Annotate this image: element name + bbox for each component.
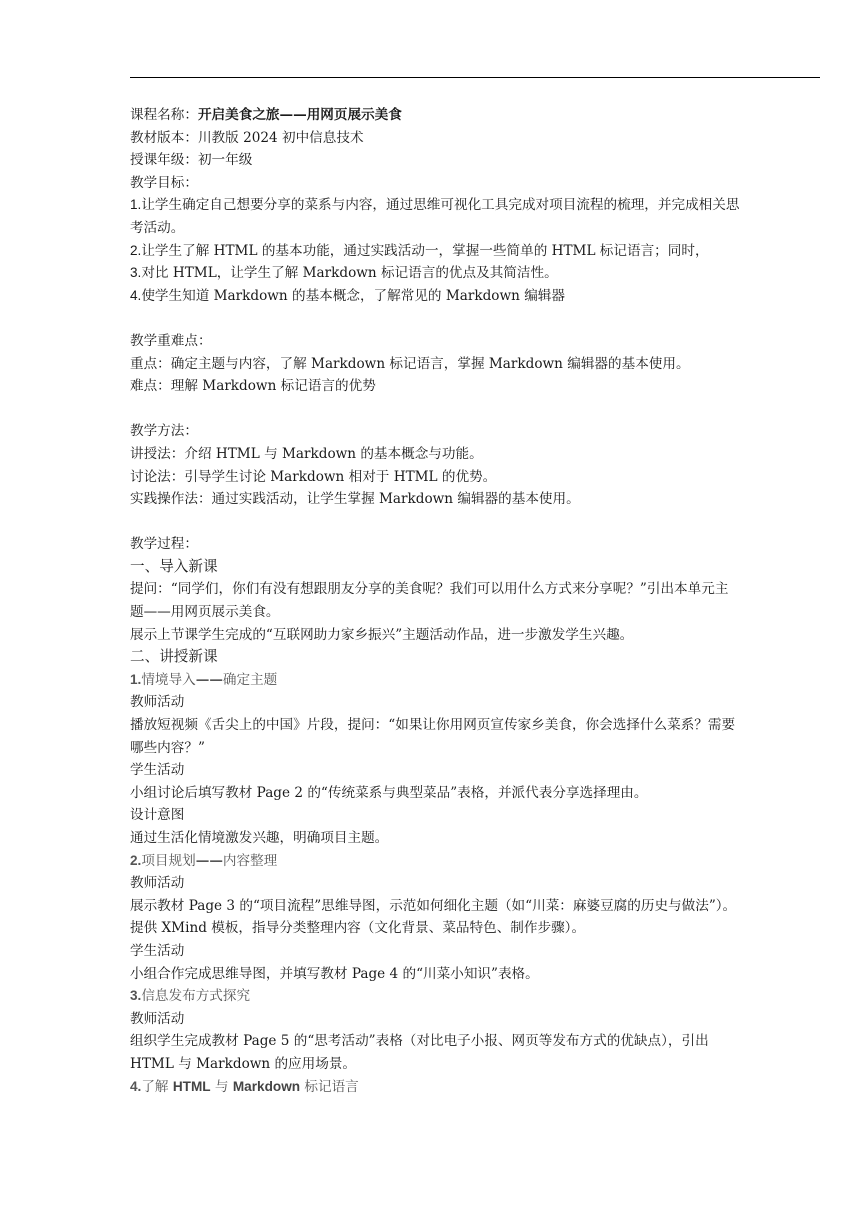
part-dash: —— <box>195 671 223 688</box>
course-edition: 教材版本：川教版 2024 初中信息技术 <box>130 129 364 146</box>
part-heading <box>130 1076 740 1099</box>
part-dash: —— <box>195 852 223 869</box>
objective-item <box>130 285 740 308</box>
part-title: 了解 <box>141 1078 173 1095</box>
part-num: 3. <box>130 988 142 1004</box>
objective-num: 1. <box>130 197 142 213</box>
part-title: 信息发布方式探究 <box>141 988 251 1005</box>
objective-item <box>130 240 740 263</box>
methods-title: 教学方法： <box>130 423 198 440</box>
part-num: 2. <box>130 852 142 868</box>
part-title: 与 <box>210 1078 233 1095</box>
spacer <box>130 511 740 534</box>
key-point: 重点：确定主题与内容，了解 Markdown 标记语言，掌握 Markdown 编辑器的基本使用。 <box>130 355 690 372</box>
course-name-value: 开启美食之旅——用网页展示美食 <box>197 107 402 123</box>
objective-text: 让学生了解 HTML 的基本功能，通过实践活动一，掌握一些简单的 HTML 标记语言；同时， <box>141 242 709 259</box>
student-activity-label: 学生活动 <box>130 762 185 779</box>
intro-question: 提问：“同学们，你们有没有想跟朋友分享的美食呢？我们可以用什么方式来分享呢？”引出本单元主题——用网页展示美食。 <box>130 581 729 621</box>
student-activity-text: 小组合作完成思维导图，并填写教材 Page 4 的“川菜小知识”表格。 <box>130 965 539 982</box>
method-item: 讨论法：引导学生讨论 Markdown 相对于 HTML 的优势。 <box>130 468 497 485</box>
part-title: Markdown <box>232 1078 301 1094</box>
intro-show: 展示上节课学生完成的“互联网助力家乡振兴”主题活动作品，进一步激发学生兴趣。 <box>130 626 634 643</box>
teacher-activity-text: 播放短视频《舌尖上的中国》片段，提问：“如果让你用网页宣传家乡美食，你会选择什么菜系？需要哪些内容？” <box>130 717 736 756</box>
course-grade: 授课年级：初一年级 <box>130 152 253 169</box>
part-num: 4. <box>130 1078 142 1094</box>
teacher-activity-label: 教师活动 <box>130 1010 185 1027</box>
section-heading: 一、导入新课 <box>130 557 218 575</box>
teacher-activity-label: 教师活动 <box>130 875 185 892</box>
objective-num: 4. <box>130 287 142 303</box>
teacher-activity-label: 教师活动 <box>130 694 185 711</box>
part-heading <box>130 669 740 692</box>
part-heading <box>130 985 740 1008</box>
part-title: 情境导入 <box>141 671 196 688</box>
student-activity-label: 学生活动 <box>130 942 185 959</box>
part-num: 1. <box>130 671 142 687</box>
student-activity-text: 小组讨论后填写教材 Page 2 的“传统菜系与典型菜品”表格，并派代表分享选择理由。 <box>130 784 648 801</box>
part-title: 内容整理 <box>222 852 278 869</box>
method-item: 实践操作法：通过实践活动，让学生掌握 Markdown 编辑器的基本使用。 <box>130 491 580 508</box>
process-title: 教学过程： <box>130 536 198 553</box>
document-body <box>130 104 740 1098</box>
part-title: 项目规划 <box>141 852 196 869</box>
objective-text: 使学生知道 Markdown 的基本概念，了解常见的 Markdown 编辑器 <box>141 287 565 304</box>
part-title: 确定主题 <box>222 671 278 688</box>
course-name-label: 课程名称： <box>130 107 198 123</box>
teacher-activity-text: 组织学生完成教材 Page 5 的“思考活动”表格（对比电子小报、网页等发布方式的优缺点），引出 HTML 与 Markdown 的应用场景。 <box>130 1033 709 1072</box>
difficult-point: 难点：理解 Markdown 标记语言的优势 <box>130 378 376 395</box>
method-item: 讲授法：介绍 HTML 与 Markdown 的基本概念与功能。 <box>130 445 483 462</box>
objective-item <box>130 194 740 239</box>
design-intent-text: 通过生活化情境激发兴趣，明确项目主题。 <box>130 830 389 846</box>
objective-item <box>130 262 740 285</box>
part-title: 标记语言 <box>300 1078 359 1095</box>
objective-num: 2. <box>130 242 142 258</box>
section-heading: 二、讲授新课 <box>130 648 218 666</box>
spacer <box>130 398 740 421</box>
objectives-title: 教学目标： <box>130 174 198 191</box>
part-title: HTML <box>172 1078 211 1094</box>
teacher-activity-text: 展示教材 Page 3 的“项目流程”思维导图，示范如何细化主题（如“川菜：麻婆豆腐的历史与做法”）。提供 XMind 模板，指导分类整理内容（文化背景、菜品特色、制作步骤）。 <box>130 897 737 937</box>
objective-text: 对比 HTML，让学生了解 Markdown 标记语言的优点及其简洁性。 <box>141 265 558 282</box>
part-heading <box>130 850 740 873</box>
design-intent-label: 设计意图 <box>130 807 185 824</box>
course-name <box>130 104 740 127</box>
key-points-title: 教学重难点： <box>130 332 212 349</box>
objective-text: 让学生确定自己想要分享的菜系与内容，通过思维可视化工具完成对项目流程的梳理，并完成相关思考活动。 <box>130 197 740 236</box>
objective-num: 3. <box>130 265 142 281</box>
spacer <box>130 307 740 330</box>
header-rule <box>130 77 820 78</box>
